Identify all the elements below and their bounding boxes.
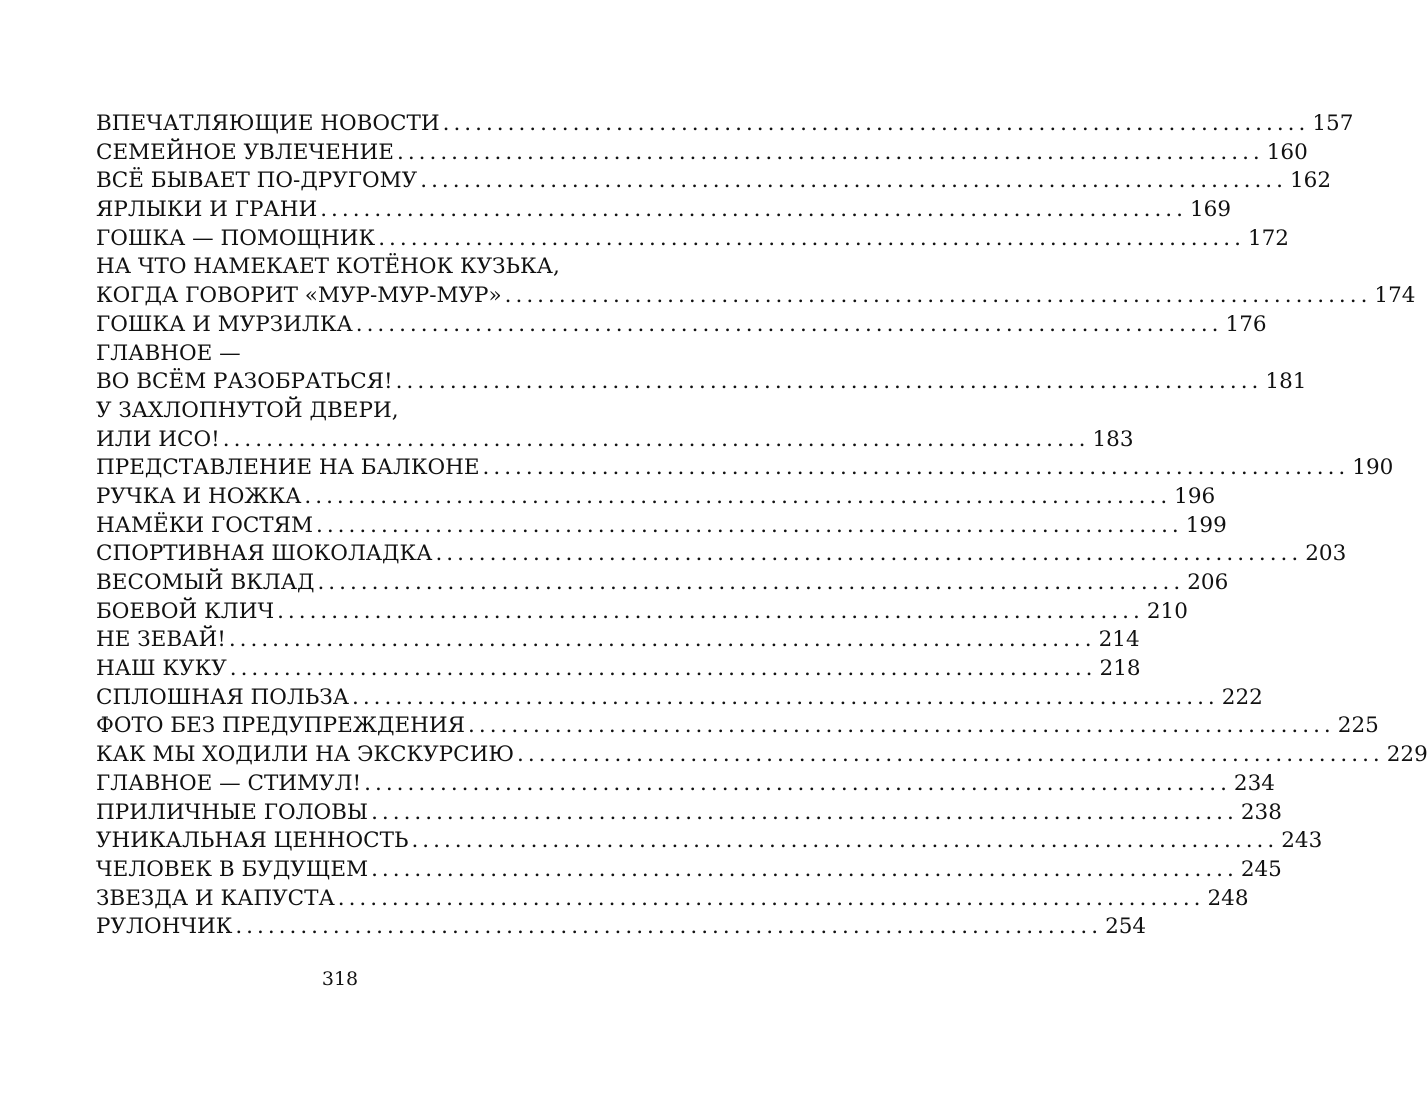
toc-entry-title: ИЛИ ИСО! [96,426,220,452]
toc-entry [96,110,1354,139]
toc-leader-dots: ................................................................................ [222,426,1090,452]
toc-leader-dots: ................................................................................ [397,139,1264,165]
toc-leader-dots: ................................................................................ [316,512,1183,538]
toc-entry [96,225,1289,254]
toc-entry-title: СПЛОШНАЯ ПОЛЬЗА [96,684,350,710]
toc-leader-dots: ................................................................................ [468,713,1335,739]
toc-leader-dots: ................................................................................ [352,684,1219,710]
toc-entry-page: 190 [1352,455,1394,481]
toc-entry [96,684,1263,713]
toc-leader-dots: ................................................................................ [411,828,1279,854]
toc-entry [96,454,1394,483]
toc-entry [96,397,610,426]
toc-entry-page: 234 [1233,770,1275,796]
toc-entry-title: ВО ВСЁМ РАЗОБРАТЬСЯ! [96,369,393,395]
toc-leader-dots: ................................................................................ [337,885,1205,911]
toc-entry-title: ПРЕДСТАВЛЕНИЕ НА БАЛКОНЕ [96,455,480,481]
toc-leader-dots: ................................................................................ [395,369,1263,395]
toc-entry [96,712,1379,741]
toc-entry-title: БОЕВОЙ КЛИЧ [96,598,275,624]
toc-entry [96,655,1141,684]
toc-entry-title: НАМЁКИ ГОСТЯМ [96,512,313,538]
toc-entry-title: ВПЕЧАТЛЯЮЩИЕ НОВОСТИ [96,111,440,136]
toc-leader-dots: ................................................................................ [420,168,1287,194]
toc-leader-dots: ................................................................................ [355,311,1223,337]
toc-entry-title: СЕМЕЙНОЕ УВЛЕЧЕНИЕ [96,139,394,165]
toc-entry-page: 199 [1185,512,1227,538]
toc-leader-dots: ................................................................................ [277,598,1144,624]
toc-entry [96,196,1232,225]
toc-entry [96,167,1332,196]
toc-entry-title: КАК МЫ ХОДИЛИ НА ЭКСКУРСИЮ [96,742,514,768]
toc-entry-title: РУЧКА И НОЖКА [96,483,302,509]
toc-entry [96,626,1140,655]
toc-entry-page: 229 [1386,742,1428,768]
toc-entry [96,512,1227,541]
toc-entry-page: 181 [1265,369,1307,395]
table-of-contents [96,110,1428,942]
toc-entry [96,799,1282,828]
toc-entry [96,282,1416,311]
toc-entry-page: 174 [1374,283,1416,309]
toc-leader-dots: ................................................................................ [229,656,1097,682]
toc-entry [96,827,1323,856]
toc-entry-page: 206 [1187,570,1229,595]
toc-entry-title: СПОРТИВНАЯ ШОКОЛАДКА [96,541,433,567]
toc-entry-title: ЗВЕЗДА И КАПУСТА [96,885,335,911]
toc-entry-page: 196 [1174,483,1216,509]
page-number: 318 [321,968,359,990]
toc-entry-page: 210 [1146,598,1188,624]
toc-entry-page: 176 [1225,311,1267,337]
toc-entry [96,340,610,369]
toc-entry-page: 183 [1092,426,1134,452]
toc-entry [96,770,1275,799]
toc-entry [96,483,1216,512]
toc-entry-title: ГОШКА И МУРЗИЛКА [96,311,353,337]
toc-leader-dots: ................................................................................ [228,627,1096,653]
toc-entry-page: 248 [1207,885,1249,911]
toc-entry [96,885,1249,914]
toc-entry-title: ФОТО БЕЗ ПРЕДУПРЕЖДЕНИЯ [96,713,466,739]
toc-entry-page: 254 [1105,914,1147,940]
toc-entry-title: ВЕСОМЫЙ ВКЛАД [96,570,315,595]
toc-entry-title: ВСЁ БЫВАЕТ ПО-ДРУГОМУ [96,168,418,194]
toc-entry-page: 222 [1221,684,1263,710]
toc-leader-dots: ................................................................................ [364,770,1231,796]
toc-entry-page: 225 [1337,713,1379,739]
toc-entry-title: УНИКАЛЬНАЯ ЦЕННОСТЬ [96,828,409,854]
toc-entry [96,598,1188,627]
toc-entry-title: У ЗАХЛОПНУТОЙ ДВЕРИ, [96,397,399,423]
toc-entry-page: 157 [1312,111,1354,136]
toc-entry-title: НЕ ЗЕВАЙ! [96,627,226,653]
toc-entry [96,741,1428,770]
toc-leader-dots: ................................................................................ [482,455,1350,481]
toc-leader-dots: ................................................................................ [371,799,1238,825]
toc-entry [96,426,1134,455]
toc-leader-dots: ................................................................................ [504,283,1372,309]
toc-entry [96,540,1347,569]
toc-entry [96,311,1267,340]
toc-entry [96,368,1307,397]
toc-entry-page: 243 [1281,828,1323,854]
toc-entry-title: НА ЧТО НАМЕКАЕТ КОТЁНОК КУЗЬКА, [96,254,560,280]
toc-leader-dots: ................................................................................ [235,914,1103,940]
toc-entry-page: 214 [1098,627,1140,653]
toc-entry [96,569,1229,598]
toc-entry [96,139,1308,168]
toc-entry-title: ГЛАВНОЕ — СТИМУЛ! [96,770,362,796]
toc-leader-dots: ................................................................................ [304,483,1172,509]
toc-entry [96,856,1282,885]
toc-entry-title: ГОШКА — ПОМОЩНИК [96,225,376,251]
toc-entry-page: 162 [1289,168,1332,194]
toc-entry-title: ЯРЛЫКИ И ГРАНИ [96,197,318,223]
toc-entry-title: РУЛОНЧИК [96,914,233,940]
toc-leader-dots: ................................................................................ [378,225,1245,251]
toc-entry-page: 203 [1305,541,1347,567]
toc-entry-page: 160 [1266,139,1308,165]
toc-entry-page: 169 [1189,197,1232,223]
toc-entry-title: ЧЕЛОВЕК В БУДУЩЕМ [96,856,369,882]
toc-leader-dots: ................................................................................ [320,197,1187,223]
toc-entry-page: 218 [1099,656,1141,682]
toc-leader-dots: ................................................................................ [517,742,1384,768]
toc-leader-dots: ................................................................................ [442,111,1310,136]
toc-entry-title: ГЛАВНОЕ — [96,340,241,366]
toc-entry-page: 245 [1240,856,1282,882]
toc-entry-page: 238 [1240,799,1282,825]
toc-leader-dots: ................................................................................ [435,541,1303,567]
toc-entry-title: НАШ КУКУ [96,656,227,682]
toc-entry-page: 172 [1247,225,1289,251]
toc-entry [96,913,1147,942]
toc-entry-title: КОГДА ГОВОРИТ «МУР-МУР-МУР» [96,283,502,309]
toc-leader-dots: ................................................................................ [317,570,1185,595]
toc-leader-dots: ................................................................................ [371,856,1238,882]
toc-entry-title: ПРИЛИЧНЫЕ ГОЛОВЫ [96,799,369,825]
toc-entry [96,253,610,282]
